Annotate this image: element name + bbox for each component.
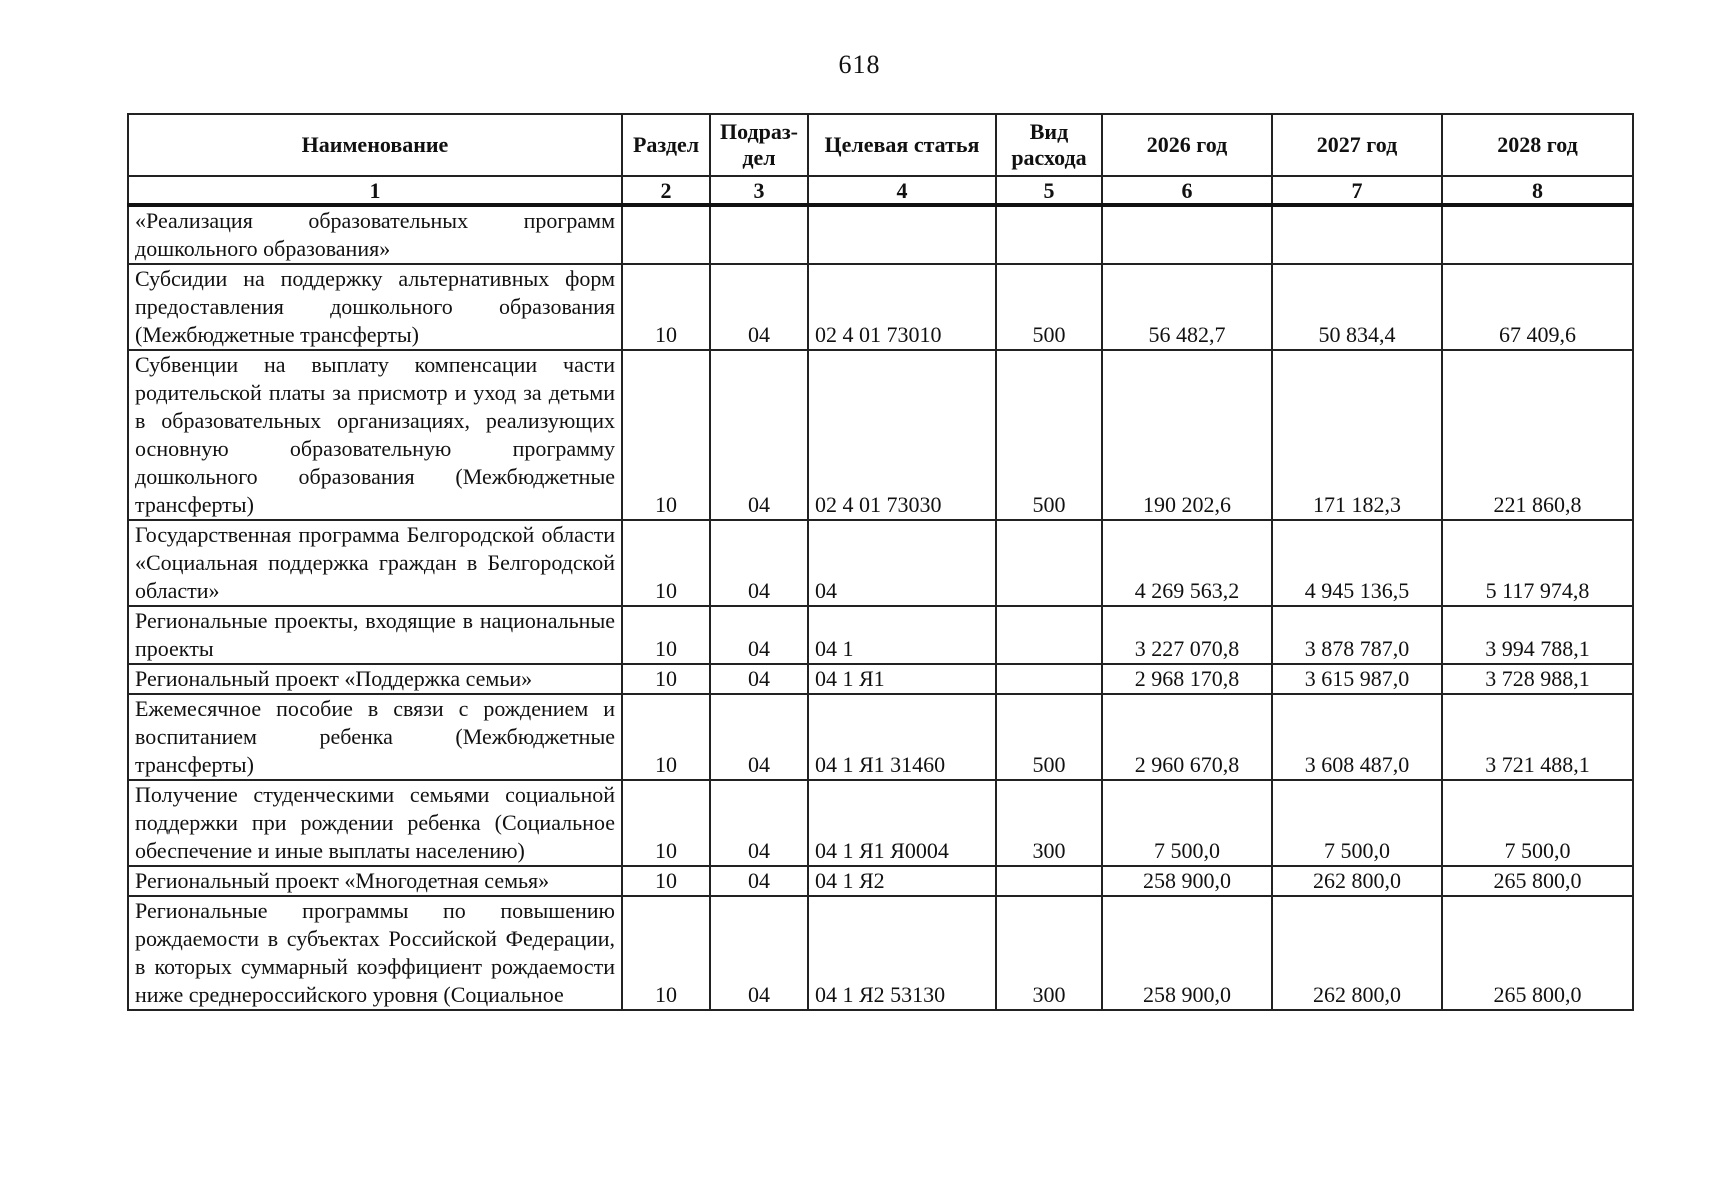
- row-name: Региональный проект «Многодетная семья»: [128, 866, 622, 896]
- row-name: Ежемесячное пособие в связи с рождением и воспитанием ребенка (Межбюджетные трансферты): [128, 694, 622, 780]
- row-target-article: 02 4 01 73010: [808, 264, 996, 350]
- column-number: 8: [1442, 176, 1633, 205]
- row-target-article: 04 1: [808, 606, 996, 664]
- row-expense-type: 500: [996, 264, 1102, 350]
- row-name: Государственная программа Белгородской области «Социальная поддержка граждан в Белгородской области»: [128, 520, 622, 606]
- row-section: 10: [622, 896, 710, 1010]
- row-name: Получение студенческими семьями социальной поддержки при рождении ребенка (Социальное обеспечение и иные выплаты населению): [128, 780, 622, 866]
- row-expense-type: 300: [996, 896, 1102, 1010]
- row-name: Субвенции на выплату компенсации части родительской платы за присмотр и уход за детьми в образовательных организациях, реализующих основную образовательную программу дошкольного образования (Межбюджетные трансферты): [128, 350, 622, 520]
- page-number: 618: [838, 50, 881, 79]
- header-name: Наименование: [128, 114, 622, 176]
- row-value-2026: 258 900,0: [1102, 896, 1272, 1010]
- row-section: 10: [622, 520, 710, 606]
- header-target-article: Целевая статья: [808, 114, 996, 176]
- column-number: 3: [710, 176, 808, 205]
- row-expense-type: [996, 866, 1102, 896]
- row-value-2027: 50 834,4: [1272, 264, 1442, 350]
- row-value-2027: 171 182,3: [1272, 350, 1442, 520]
- row-value-2027: 262 800,0: [1272, 866, 1442, 896]
- row-value-2028: 221 860,8: [1442, 350, 1633, 520]
- row-expense-type: [996, 205, 1102, 264]
- row-target-article: 02 4 01 73030: [808, 350, 996, 520]
- row-target-article: 04: [808, 520, 996, 606]
- column-number-row: [128, 176, 1633, 205]
- row-expense-type: [996, 520, 1102, 606]
- row-section: 10: [622, 866, 710, 896]
- row-value-2028: [1442, 205, 1633, 264]
- row-target-article: [808, 205, 996, 264]
- header-expense-type: Вид расхода: [996, 114, 1102, 176]
- column-number: 6: [1102, 176, 1272, 205]
- table-row: [128, 780, 1633, 866]
- row-expense-type: 300: [996, 780, 1102, 866]
- row-subsection: 04: [710, 520, 808, 606]
- table-row: [128, 264, 1633, 350]
- row-subsection: 04: [710, 896, 808, 1010]
- table-row: [128, 896, 1633, 1010]
- table-row: [128, 520, 1633, 606]
- row-value-2027: [1272, 205, 1442, 264]
- header-year-2026: 2026 год: [1102, 114, 1272, 176]
- row-target-article: 04 1 Я2 53130: [808, 896, 996, 1010]
- row-value-2026: 2 968 170,8: [1102, 664, 1272, 694]
- table-row: [128, 350, 1633, 520]
- table-row: [128, 205, 1633, 264]
- header-section: Раздел: [622, 114, 710, 176]
- row-value-2027: 7 500,0: [1272, 780, 1442, 866]
- row-expense-type: 500: [996, 350, 1102, 520]
- row-value-2027: 3 878 787,0: [1272, 606, 1442, 664]
- table-row: [128, 664, 1633, 694]
- row-section: 10: [622, 780, 710, 866]
- row-subsection: 04: [710, 866, 808, 896]
- row-section: 10: [622, 350, 710, 520]
- row-expense-type: 500: [996, 694, 1102, 780]
- row-name: Субсидии на поддержку альтернативных форм предоставления дошкольного образования (Межбюджетные трансферты): [128, 264, 622, 350]
- row-target-article: 04 1 Я1: [808, 664, 996, 694]
- row-name: Региональный проект «Поддержка семьи»: [128, 664, 622, 694]
- row-value-2026: 3 227 070,8: [1102, 606, 1272, 664]
- row-value-2028: 67 409,6: [1442, 264, 1633, 350]
- row-value-2027: 262 800,0: [1272, 896, 1442, 1010]
- row-name: «Реализация образовательных программ дошкольного образования»: [128, 205, 622, 264]
- row-section: [622, 205, 710, 264]
- row-value-2026: [1102, 205, 1272, 264]
- column-number: 1: [128, 176, 622, 205]
- row-value-2026: 4 269 563,2: [1102, 520, 1272, 606]
- row-value-2026: 258 900,0: [1102, 866, 1272, 896]
- column-number: 7: [1272, 176, 1442, 205]
- row-target-article: 04 1 Я1 31460: [808, 694, 996, 780]
- row-value-2026: 2 960 670,8: [1102, 694, 1272, 780]
- row-target-article: 04 1 Я1 Я0004: [808, 780, 996, 866]
- row-value-2028: 5 117 974,8: [1442, 520, 1633, 606]
- table-row: [128, 866, 1633, 896]
- row-value-2028: 265 800,0: [1442, 866, 1633, 896]
- header-year-2028: 2028 год: [1442, 114, 1633, 176]
- row-name: Региональные проекты, входящие в национальные проекты: [128, 606, 622, 664]
- row-section: 10: [622, 264, 710, 350]
- table-header-row: [128, 114, 1633, 176]
- budget-table: [127, 113, 1634, 1011]
- row-value-2028: 7 500,0: [1442, 780, 1633, 866]
- row-value-2027: 3 615 987,0: [1272, 664, 1442, 694]
- row-expense-type: [996, 664, 1102, 694]
- row-section: 10: [622, 664, 710, 694]
- row-value-2028: 3 721 488,1: [1442, 694, 1633, 780]
- row-subsection: [710, 205, 808, 264]
- row-name: Региональные программы по повышению рождаемости в субъектах Российской Федерации, в которых суммарный коэффициент рождаемости ниже среднероссийского уровня (Социальное: [128, 896, 622, 1010]
- header-year-2027: 2027 год: [1272, 114, 1442, 176]
- column-number: 4: [808, 176, 996, 205]
- row-value-2028: 3 994 788,1: [1442, 606, 1633, 664]
- row-subsection: 04: [710, 694, 808, 780]
- column-number: 2: [622, 176, 710, 205]
- row-expense-type: [996, 606, 1102, 664]
- row-value-2026: 56 482,7: [1102, 264, 1272, 350]
- row-value-2027: 3 608 487,0: [1272, 694, 1442, 780]
- row-subsection: 04: [710, 664, 808, 694]
- row-subsection: 04: [710, 264, 808, 350]
- row-section: 10: [622, 606, 710, 664]
- table-row: [128, 606, 1633, 664]
- row-value-2027: 4 945 136,5: [1272, 520, 1442, 606]
- column-number: 5: [996, 176, 1102, 205]
- row-value-2028: 3 728 988,1: [1442, 664, 1633, 694]
- row-value-2026: 190 202,6: [1102, 350, 1272, 520]
- row-section: 10: [622, 694, 710, 780]
- row-value-2026: 7 500,0: [1102, 780, 1272, 866]
- table-row: [128, 694, 1633, 780]
- row-target-article: 04 1 Я2: [808, 866, 996, 896]
- header-subsection: Подраз-дел: [710, 114, 808, 176]
- row-subsection: 04: [710, 606, 808, 664]
- row-value-2028: 265 800,0: [1442, 896, 1633, 1010]
- row-subsection: 04: [710, 780, 808, 866]
- row-subsection: 04: [710, 350, 808, 520]
